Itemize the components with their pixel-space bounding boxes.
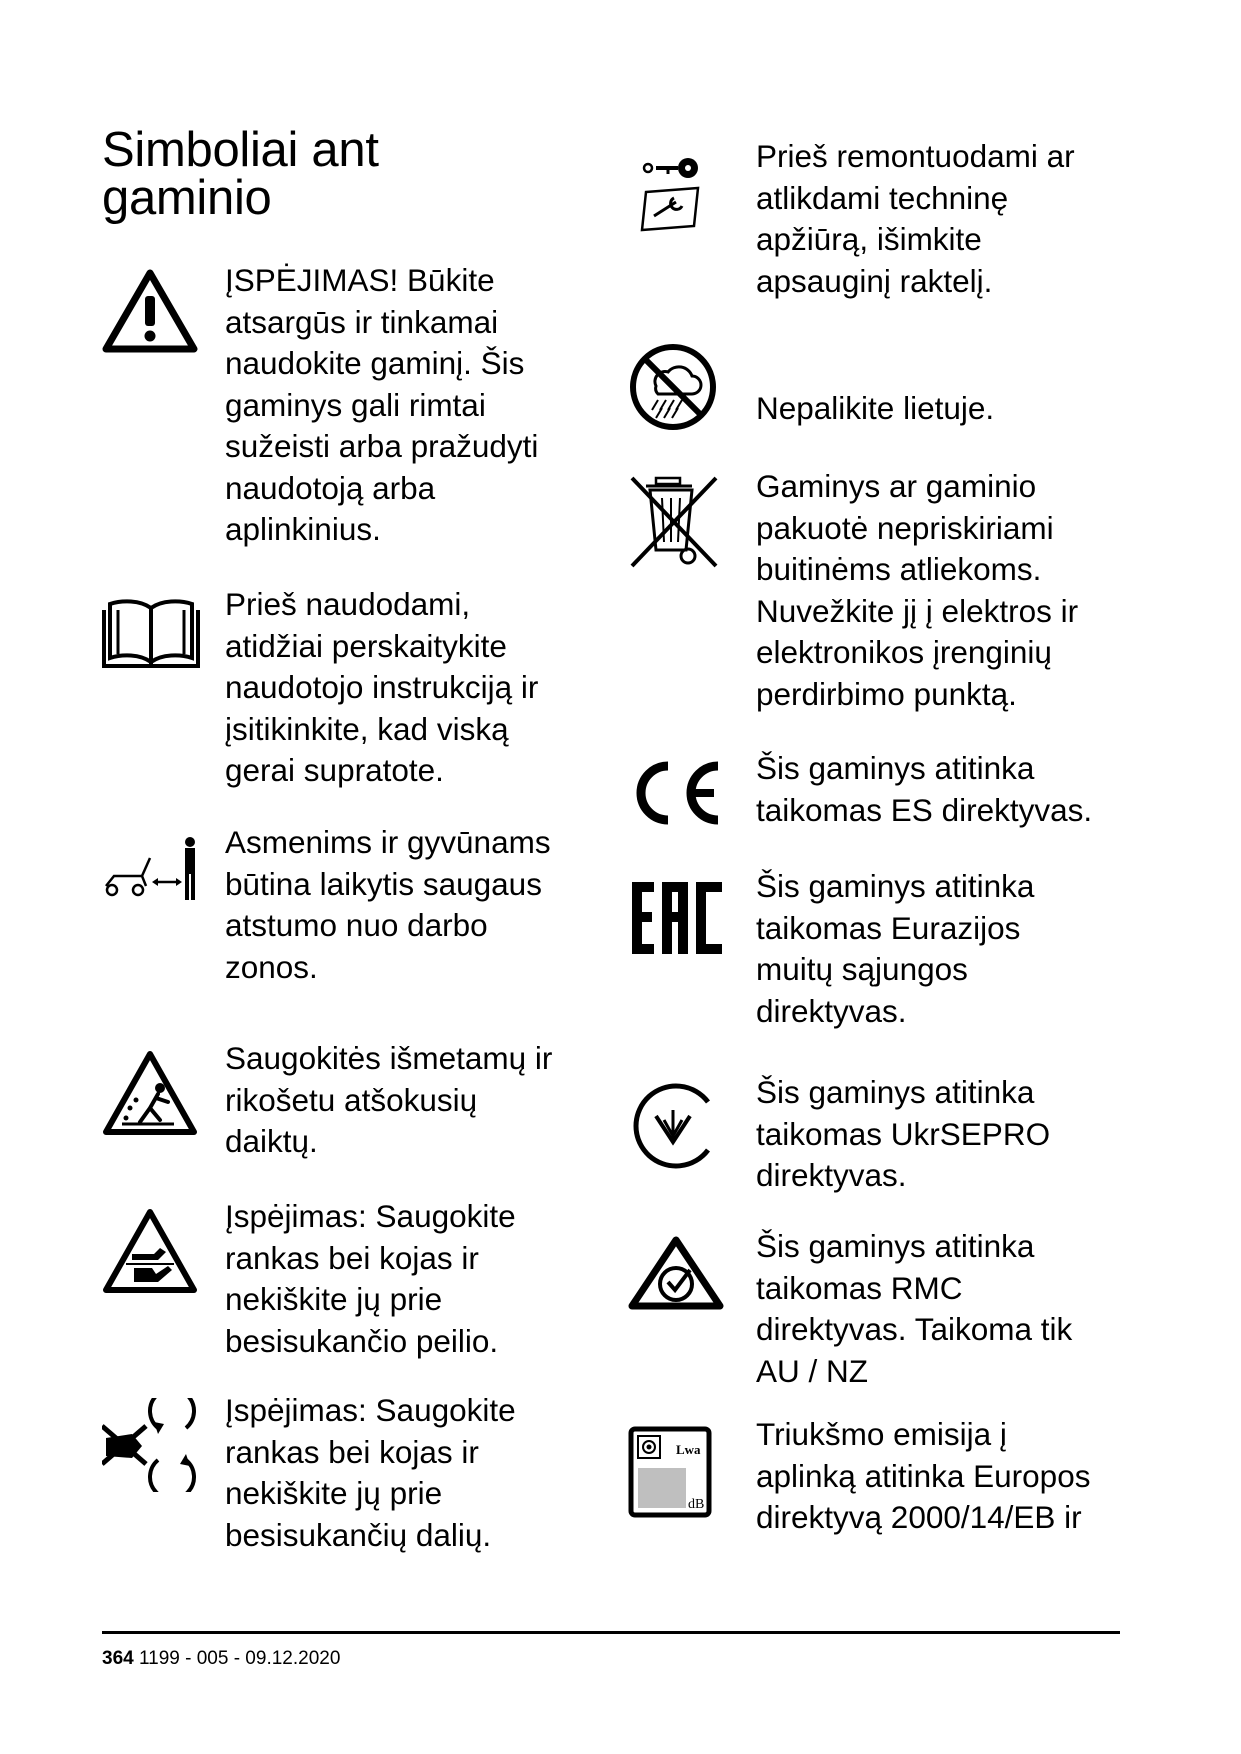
eac-mark-icon [628,880,724,956]
symbol-text-ukrsepro: Šis gaminys atitinka taikomas UkrSEPRO direktyvas. [756,1074,1051,1193]
symbol-text-weee: Gaminys ar gaminio pakuotė nepriskiriami buitinėms atliekoms. Nuvežkite jį į elektros ir elektronikos įrenginių perdirbimo punktą. [756,468,1079,712]
symbol-text-rcm: Šis gaminys atitinka taikomas RMC direktyvas. Taikoma tik AU / NZ [756,1228,1073,1389]
thrown-objects-warning-icon [102,1050,198,1136]
noise-emission-label-icon [628,1426,712,1518]
symbol-text-distance: Asmenims ir gyvūnams būtina laikytis saugaus atstumo nuo darbo zonos. [225,824,551,985]
symbol-text-rotating: Įspėjimas: Saugokite rankas bei kojas ir nekiškite jų prie besisukančių dalių. [225,1392,516,1553]
symbol-text-rain: Nepalikite lietuje. [756,390,995,426]
symbol-text-noise: Triukšmo emisija į aplinką atitinka Europos direktyvą 2000/14/EB ir [756,1416,1091,1535]
page-title: Simboliai ant gaminio [102,123,379,225]
no-rain-icon [628,342,718,432]
weee-crossed-bin-icon [628,474,720,570]
blade-hand-foot-warning-icon [102,1208,198,1294]
symbol-text-thrown: Saugokitės išmetamų ir rikošetu atšokusių daiktų. [225,1040,553,1159]
symbol-text-blade: Įspėjimas: Saugokite rankas bei kojas ir nekiškite jų prie besisukančio peilio. [225,1198,516,1359]
page-number: 364 [102,1648,134,1669]
ukrsepro-mark-icon [628,1080,718,1172]
noise-db-label: dB [688,1497,705,1512]
open-book-icon [102,596,200,668]
rotating-parts-warning-icon [102,1398,198,1492]
symbol-text-manual: Prieš naudodami, atidžiai perskaitykite naudotojo instrukciją ir įsitikinkite, kad viską gerai supratote. [225,586,539,788]
ce-mark-icon [628,760,724,826]
safe-distance-icon [102,836,200,904]
remove-key-maintenance-icon [638,150,704,234]
symbol-text-eac: Šis gaminys atitinka taikomas Eurazijos muitų sąjungos direktyvas. [756,868,1035,1029]
symbol-text-ce: Šis gaminys atitinka taikomas ES direktyvas. [756,750,1093,828]
noise-lwa-label: Lwa [676,1442,701,1457]
document-reference: 1199 - 005 - 09.12.2020 [133,1648,341,1669]
symbol-text-warning: ĮSPĖJIMAS! Būkite atsargūs ir tinkamai naudokite gaminį. Šis gaminys gali rimtai sužeisti arba pražudyti naudotoją arba aplinkinius. [225,262,539,547]
rcm-mark-icon [628,1236,724,1312]
symbol-text-key: Prieš remontuodami ar atlikdami techninę apžiūrą, išimkite apsauginį raktelį. [756,138,1075,299]
warning-triangle-icon [102,268,198,354]
footer-divider [102,1631,1120,1634]
page-footer [102,1648,340,1670]
